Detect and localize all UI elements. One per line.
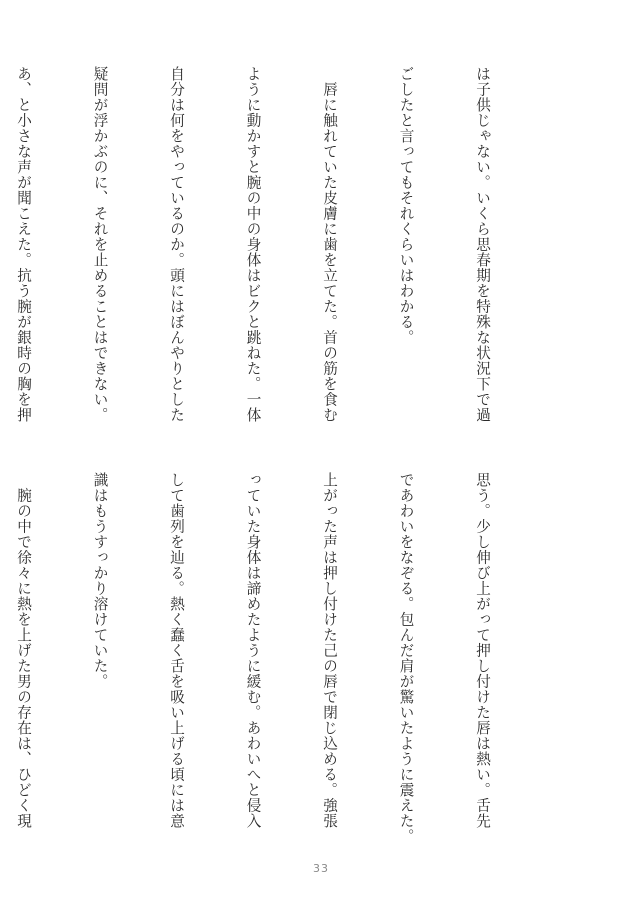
text-line: 唇に触れていた皮膚に歯を立てた。首の筋を食む bbox=[321, 66, 338, 423]
text-line: は子供じゃない。いくら思春期を特殊な状況下で過 bbox=[474, 66, 491, 423]
text-line: 上がった声は押し付けた己の唇で閉じ込める。強張 bbox=[321, 472, 338, 829]
text-line: 思う。少し伸び上がって押し付けた唇は熱い。舌先 bbox=[474, 472, 491, 829]
text-line: 腕の中で徐々に熱を上げた男の存在は、ひどく現 bbox=[15, 472, 32, 829]
page-number: 33 bbox=[313, 862, 329, 875]
text-line: 疑問が浮かぶのに、それを止めることはできない。 bbox=[91, 66, 109, 423]
text-line: ごしたと言ってもそれくらいはわかる。 bbox=[397, 66, 415, 345]
text-line: あ、と小さな声が聞こえた。抗う腕が銀時の胸を押 bbox=[15, 66, 32, 423]
text-line: ように動かすと腕の中の身体はビクと跳ねた。一体 bbox=[244, 66, 262, 423]
text-line: 自分は何をやっているのか。頭にはぼんやりとした bbox=[168, 66, 185, 423]
text-line: 識はもうすっかり溶けていた。 bbox=[91, 472, 109, 689]
text-line: であわいをなぞる。包んだ肩が驚いたように震えた。 bbox=[397, 472, 415, 844]
text-line: っていた身体は諦めたように緩む。あわいへと侵入 bbox=[244, 472, 262, 829]
upper-text-block bbox=[0, 66, 546, 446]
text-line: して歯列を辿る。熱く蠢く舌を吸い上げる頃には意 bbox=[168, 472, 185, 829]
lower-text-block bbox=[0, 472, 546, 852]
